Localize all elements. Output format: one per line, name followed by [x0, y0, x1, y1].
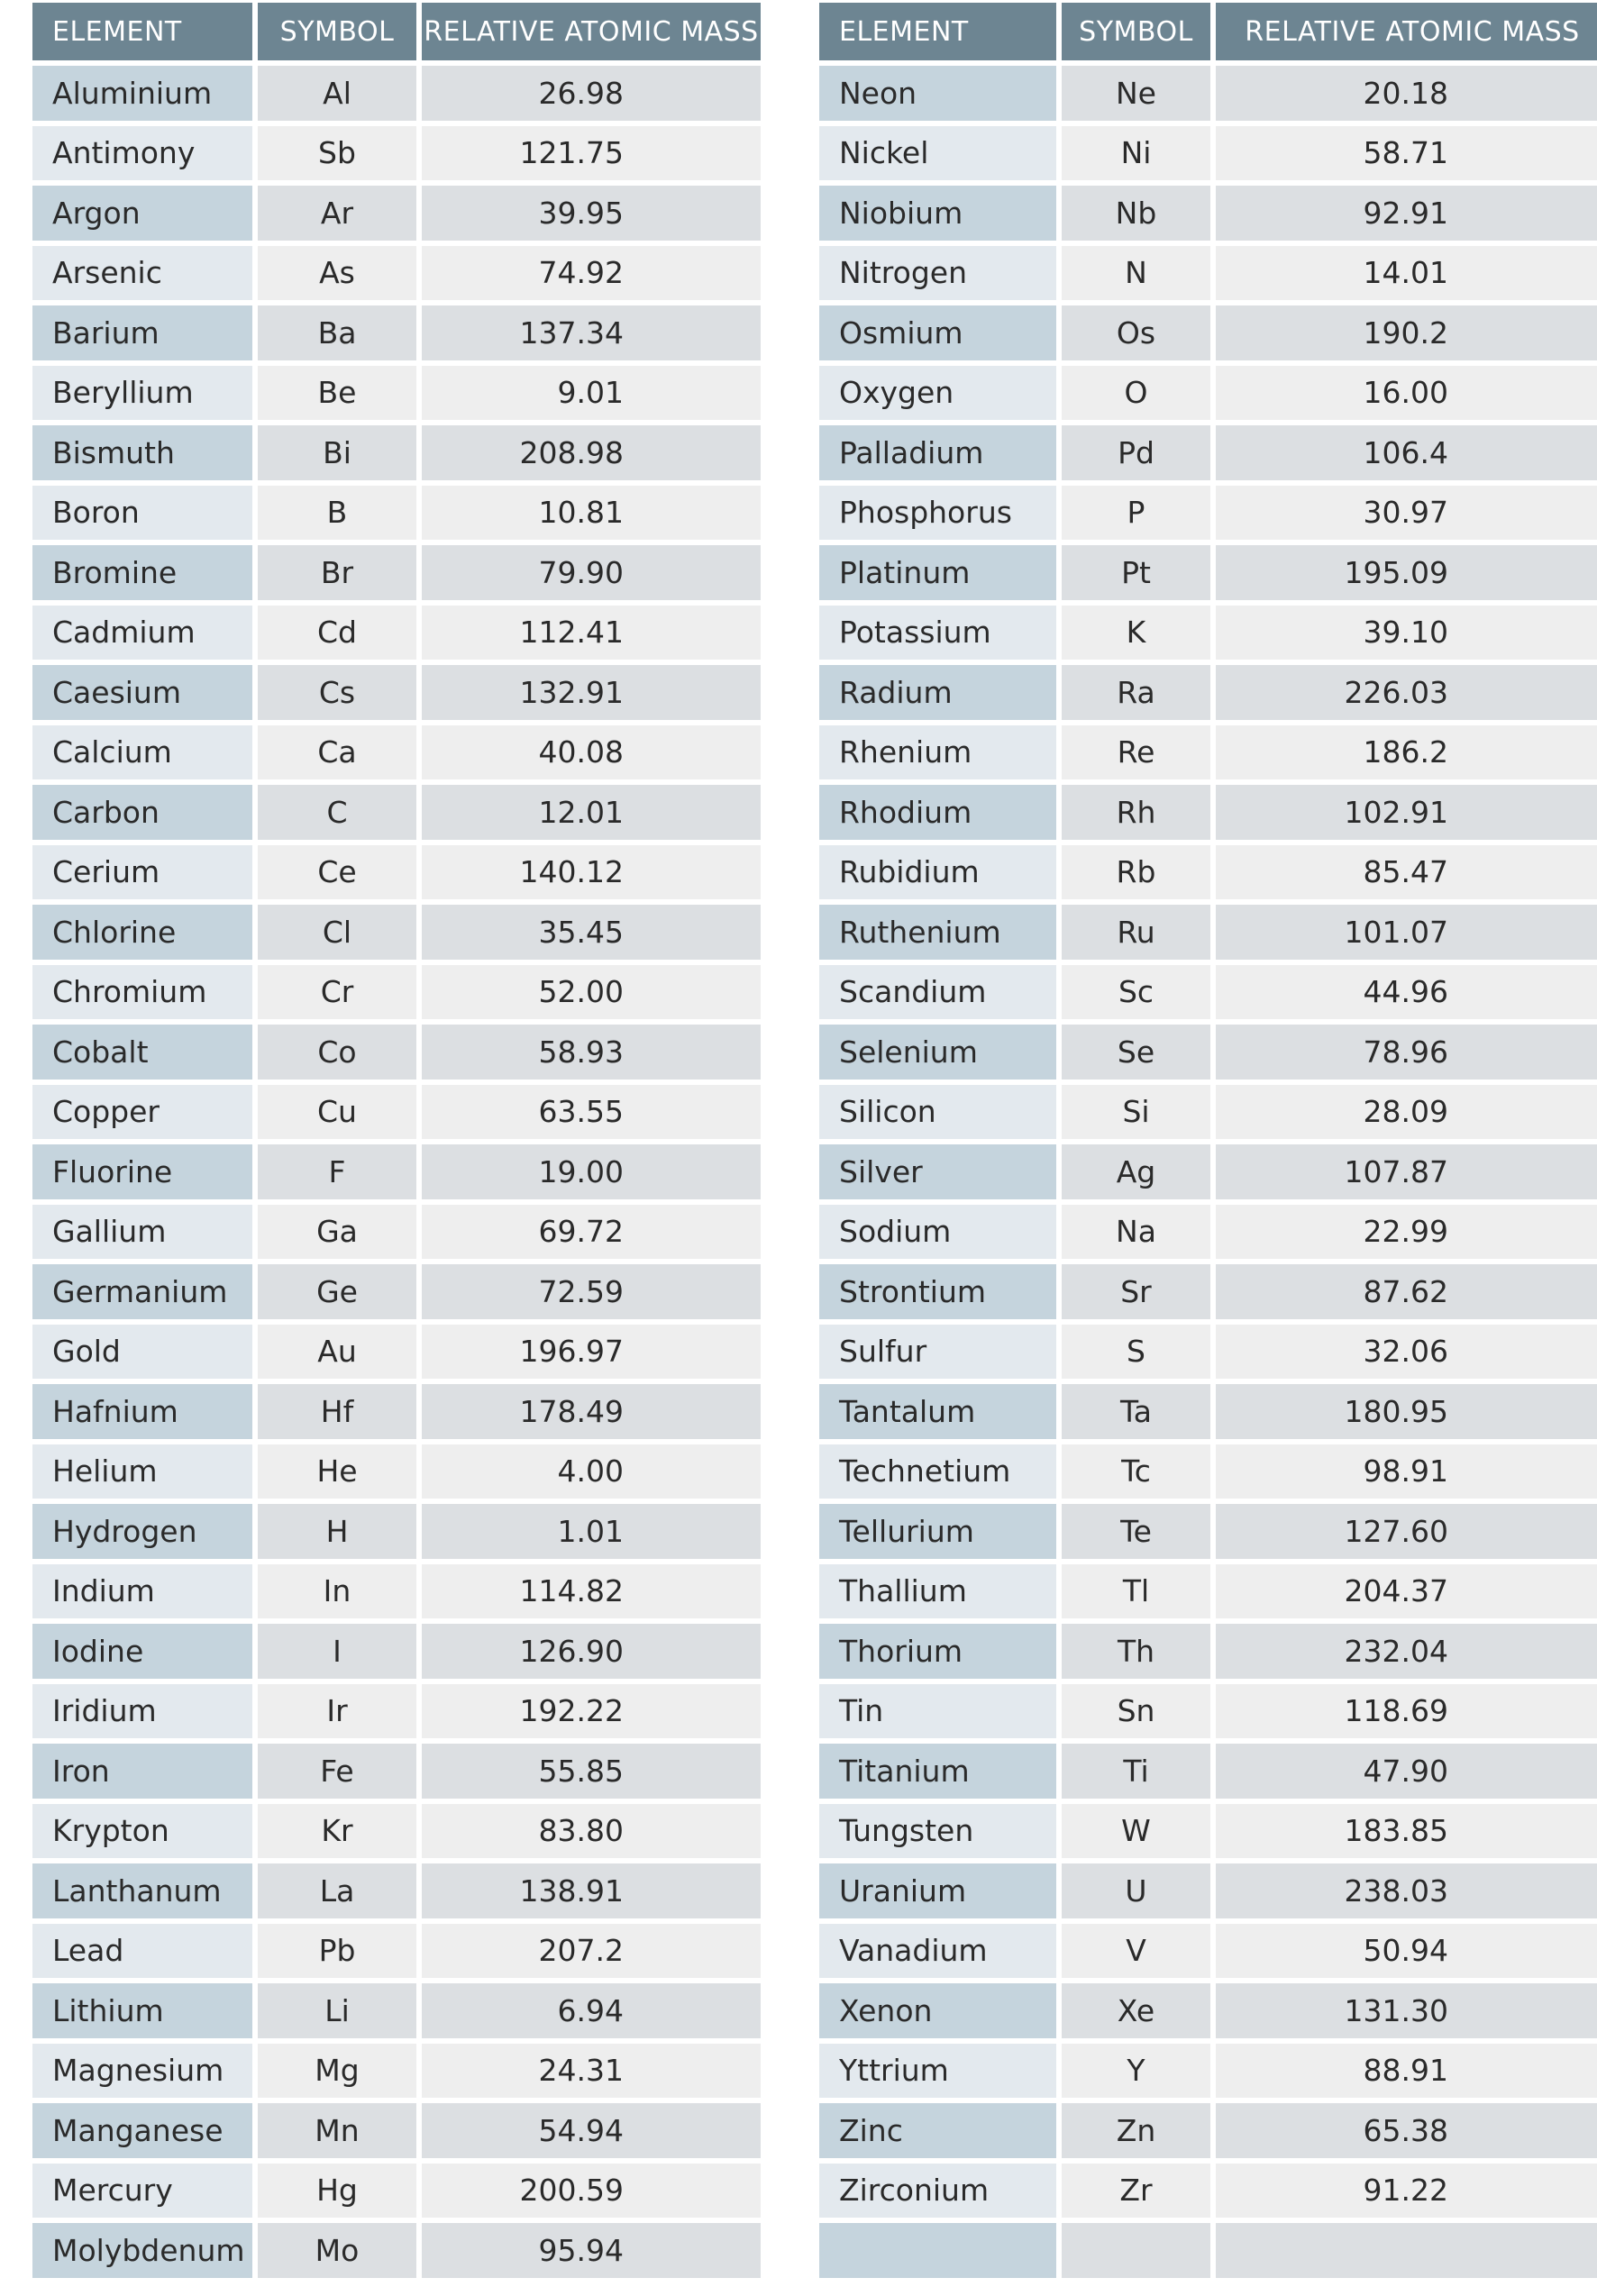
- atomic-mass-cell: 195.09: [1216, 545, 1597, 600]
- element-symbol-cell: Pb: [258, 1924, 416, 1979]
- element-symbol-cell: Re: [1062, 725, 1210, 780]
- element-symbol-cell: Na: [1062, 1205, 1210, 1260]
- atomic-mass-cell: 132.91: [422, 665, 761, 720]
- element-symbol-cell: Ta: [1062, 1384, 1210, 1439]
- element-symbol-cell: Hf: [258, 1384, 416, 1439]
- element-symbol-cell: Al: [258, 66, 416, 121]
- element-name-cell: Aluminium: [32, 66, 252, 121]
- atomic-mass-cell: 137.34: [422, 305, 761, 360]
- element-symbol-cell: Si: [1062, 1085, 1210, 1140]
- element-name-cell: Zinc: [819, 2103, 1056, 2158]
- atomic-mass-cell: 208.98: [422, 425, 761, 480]
- element-name-cell: Osmium: [819, 305, 1056, 360]
- atomic-mass-cell: 178.49: [422, 1384, 761, 1439]
- atomic-mass-cell: 30.97: [1216, 486, 1597, 541]
- atomic-mass-cell: 91.22: [1216, 2164, 1597, 2219]
- element-symbol-cell: Pt: [1062, 545, 1210, 600]
- atomic-mass-cell: 22.99: [1216, 1205, 1597, 1260]
- atomic-mass-cell: 83.80: [422, 1804, 761, 1859]
- element-name-cell: Potassium: [819, 606, 1056, 661]
- element-name-cell: Sulfur: [819, 1325, 1056, 1380]
- atomic-mass-cell: 196.97: [422, 1325, 761, 1380]
- atomic-mass-cell: 20.18: [1216, 66, 1597, 121]
- atomic-mass-cell: 87.62: [1216, 1264, 1597, 1319]
- element-name-cell: Titanium: [819, 1744, 1056, 1799]
- atomic-mass-cell: 63.55: [422, 1085, 761, 1140]
- element-name-cell: Thallium: [819, 1564, 1056, 1619]
- element-name-cell: Technetium: [819, 1444, 1056, 1499]
- header-element: ELEMENT: [32, 3, 252, 60]
- atomic-mass-cell: 79.90: [422, 545, 761, 600]
- element-symbol-cell: Ti: [1062, 1744, 1210, 1799]
- header-symbol: SYMBOL: [258, 3, 416, 60]
- atomic-mass-cell: 39.95: [422, 186, 761, 241]
- element-name-cell: Radium: [819, 665, 1056, 720]
- element-name-cell: Mercury: [32, 2164, 252, 2219]
- atomic-mass-cell: 65.38: [1216, 2103, 1597, 2158]
- element-name-cell: Indium: [32, 1564, 252, 1619]
- element-name-cell: Molybdenum: [32, 2223, 252, 2278]
- element-symbol-cell: H: [258, 1504, 416, 1559]
- element-name-cell: Rubidium: [819, 845, 1056, 900]
- atomic-mass-cell: 131.30: [1216, 1983, 1597, 2038]
- element-symbol-cell: Mg: [258, 2044, 416, 2099]
- element-name-cell: Antimony: [32, 126, 252, 181]
- header-symbol: SYMBOL: [1062, 3, 1210, 60]
- atomic-mass-cell: 78.96: [1216, 1025, 1597, 1080]
- atomic-mass-cell: 6.94: [422, 1983, 761, 2038]
- element-symbol-cell: Fe: [258, 1744, 416, 1799]
- element-name-cell: Ruthenium: [819, 905, 1056, 960]
- element-name-cell: Rhenium: [819, 725, 1056, 780]
- element-symbol-cell: Rb: [1062, 845, 1210, 900]
- atomic-mass-cell: 9.01: [422, 366, 761, 421]
- atomic-mass-cell: 52.00: [422, 965, 761, 1020]
- element-symbol-cell: Tc: [1062, 1444, 1210, 1499]
- element-symbol-cell: Ne: [1062, 66, 1210, 121]
- element-name-cell: Gallium: [32, 1205, 252, 1260]
- atomic-mass-cell: 114.82: [422, 1564, 761, 1619]
- atomic-mass-cell: 232.04: [1216, 1624, 1597, 1679]
- element-name-cell: Uranium: [819, 1863, 1056, 1918]
- element-symbol-cell: Nb: [1062, 186, 1210, 241]
- element-name-cell: Rhodium: [819, 785, 1056, 840]
- element-name-cell: Fluorine: [32, 1144, 252, 1199]
- element-symbol-cell: Li: [258, 1983, 416, 2038]
- element-name-cell: Argon: [32, 186, 252, 241]
- atomic-mass-cell: 190.2: [1216, 305, 1597, 360]
- element-name-cell: Chlorine: [32, 905, 252, 960]
- atomic-mass-cell: 95.94: [422, 2223, 761, 2278]
- element-name-cell: Tantalum: [819, 1384, 1056, 1439]
- element-symbol-cell: Cl: [258, 905, 416, 960]
- element-name-cell: Lanthanum: [32, 1863, 252, 1918]
- element-name-cell: Boron: [32, 486, 252, 541]
- element-symbol-cell: Hg: [258, 2164, 416, 2219]
- atomic-mass-cell: 12.01: [422, 785, 761, 840]
- element-symbol-cell: Sc: [1062, 965, 1210, 1020]
- element-symbol-cell: Cu: [258, 1085, 416, 1140]
- element-name-cell: Silver: [819, 1144, 1056, 1199]
- element-symbol-cell: [1062, 2223, 1210, 2278]
- element-symbol-cell: Ag: [1062, 1144, 1210, 1199]
- element-name-cell: Oxygen: [819, 366, 1056, 421]
- element-symbol-cell: Bi: [258, 425, 416, 480]
- atomic-mass-cell: 44.96: [1216, 965, 1597, 1020]
- atomic-mass-cell: 72.59: [422, 1264, 761, 1319]
- atomic-mass-cell: 85.47: [1216, 845, 1597, 900]
- atomic-mass-cell: 92.91: [1216, 186, 1597, 241]
- element-name-cell: Carbon: [32, 785, 252, 840]
- atomic-mass-cell: 112.41: [422, 606, 761, 661]
- atomic-mass-cell: 69.72: [422, 1205, 761, 1260]
- element-name-cell: [819, 2223, 1056, 2278]
- element-symbol-cell: S: [1062, 1325, 1210, 1380]
- element-name-cell: Caesium: [32, 665, 252, 720]
- element-symbol-cell: Ir: [258, 1684, 416, 1739]
- atomic-mass-cell: 107.87: [1216, 1144, 1597, 1199]
- atomic-mass-cell: 24.31: [422, 2044, 761, 2099]
- atomic-mass-cell: 126.90: [422, 1624, 761, 1679]
- element-symbol-cell: Ce: [258, 845, 416, 900]
- atomic-mass-cell: 4.00: [422, 1444, 761, 1499]
- atomic-mass-cell: 16.00: [1216, 366, 1597, 421]
- element-name-cell: Nickel: [819, 126, 1056, 181]
- atomic-mass-cell: 74.92: [422, 246, 761, 301]
- element-symbol-cell: Ba: [258, 305, 416, 360]
- element-symbol-cell: La: [258, 1863, 416, 1918]
- element-name-cell: Vanadium: [819, 1924, 1056, 1979]
- atomic-mass-cell: 32.06: [1216, 1325, 1597, 1380]
- atomic-mass-cell: 55.85: [422, 1744, 761, 1799]
- element-symbol-cell: Mn: [258, 2103, 416, 2158]
- atomic-mass-cell: 138.91: [422, 1863, 761, 1918]
- element-name-cell: Hydrogen: [32, 1504, 252, 1559]
- element-name-cell: Helium: [32, 1444, 252, 1499]
- atomic-mass-cell: 183.85: [1216, 1804, 1597, 1859]
- element-symbol-cell: I: [258, 1624, 416, 1679]
- element-symbol-cell: Tl: [1062, 1564, 1210, 1619]
- element-name-cell: Manganese: [32, 2103, 252, 2158]
- element-symbol-cell: In: [258, 1564, 416, 1619]
- element-symbol-cell: Rh: [1062, 785, 1210, 840]
- element-symbol-cell: Cs: [258, 665, 416, 720]
- element-name-cell: Nitrogen: [819, 246, 1056, 301]
- element-name-cell: Lead: [32, 1924, 252, 1979]
- element-symbol-cell: C: [258, 785, 416, 840]
- atomic-mass-cell: 50.94: [1216, 1924, 1597, 1979]
- element-name-cell: Iridium: [32, 1684, 252, 1739]
- element-name-cell: Beryllium: [32, 366, 252, 421]
- atomic-mass-cell: 106.4: [1216, 425, 1597, 480]
- atomic-mass-cell: 140.12: [422, 845, 761, 900]
- atomic-mass-cell: 186.2: [1216, 725, 1597, 780]
- element-symbol-cell: Ar: [258, 186, 416, 241]
- atomic-mass-cell: 39.10: [1216, 606, 1597, 661]
- element-symbol-cell: Ru: [1062, 905, 1210, 960]
- element-name-cell: Bismuth: [32, 425, 252, 480]
- atomic-mass-table-right: [819, 3, 1597, 2278]
- element-symbol-cell: U: [1062, 1863, 1210, 1918]
- element-name-cell: Thorium: [819, 1624, 1056, 1679]
- element-name-cell: Tellurium: [819, 1504, 1056, 1559]
- element-symbol-cell: Sb: [258, 126, 416, 181]
- element-name-cell: Bromine: [32, 545, 252, 600]
- element-symbol-cell: Ge: [258, 1264, 416, 1319]
- element-symbol-cell: Cd: [258, 606, 416, 661]
- element-symbol-cell: B: [258, 486, 416, 541]
- element-symbol-cell: Be: [258, 366, 416, 421]
- element-name-cell: Niobium: [819, 186, 1056, 241]
- element-symbol-cell: Cr: [258, 965, 416, 1020]
- element-symbol-cell: Mo: [258, 2223, 416, 2278]
- element-name-cell: Palladium: [819, 425, 1056, 480]
- atomic-mass-cell: 58.93: [422, 1025, 761, 1080]
- element-symbol-cell: Ni: [1062, 126, 1210, 181]
- element-symbol-cell: He: [258, 1444, 416, 1499]
- element-name-cell: Cadmium: [32, 606, 252, 661]
- element-name-cell: Krypton: [32, 1804, 252, 1859]
- element-name-cell: Arsenic: [32, 246, 252, 301]
- atomic-mass-cell: 204.37: [1216, 1564, 1597, 1619]
- element-symbol-cell: N: [1062, 246, 1210, 301]
- atomic-mass-cell: 207.2: [422, 1924, 761, 1979]
- element-name-cell: Iron: [32, 1744, 252, 1799]
- element-symbol-cell: Zr: [1062, 2164, 1210, 2219]
- element-symbol-cell: P: [1062, 486, 1210, 541]
- element-symbol-cell: Sn: [1062, 1684, 1210, 1739]
- atomic-mass-cell: 58.71: [1216, 126, 1597, 181]
- atomic-mass-cell: 98.91: [1216, 1444, 1597, 1499]
- element-name-cell: Yttrium: [819, 2044, 1056, 2099]
- element-name-cell: Cerium: [32, 845, 252, 900]
- element-symbol-cell: W: [1062, 1804, 1210, 1859]
- element-symbol-cell: Ra: [1062, 665, 1210, 720]
- element-name-cell: Germanium: [32, 1264, 252, 1319]
- atomic-mass-cell: 192.22: [422, 1684, 761, 1739]
- element-name-cell: Magnesium: [32, 2044, 252, 2099]
- atomic-mass-cell: 26.98: [422, 66, 761, 121]
- element-symbol-cell: K: [1062, 606, 1210, 661]
- element-name-cell: Copper: [32, 1085, 252, 1140]
- element-name-cell: Platinum: [819, 545, 1056, 600]
- element-name-cell: Strontium: [819, 1264, 1056, 1319]
- element-name-cell: Zirconium: [819, 2164, 1056, 2219]
- atomic-mass-cell: 1.01: [422, 1504, 761, 1559]
- element-symbol-cell: Se: [1062, 1025, 1210, 1080]
- element-name-cell: Xenon: [819, 1983, 1056, 2038]
- header-mass: RELATIVE ATOMIC MASS: [1216, 3, 1597, 60]
- element-symbol-cell: Sr: [1062, 1264, 1210, 1319]
- atomic-mass-cell: 28.09: [1216, 1085, 1597, 1140]
- element-name-cell: Calcium: [32, 725, 252, 780]
- element-name-cell: Tungsten: [819, 1804, 1056, 1859]
- element-name-cell: Tin: [819, 1684, 1056, 1739]
- element-name-cell: Sodium: [819, 1205, 1056, 1260]
- atomic-mass-cell: 47.90: [1216, 1744, 1597, 1799]
- element-name-cell: Scandium: [819, 965, 1056, 1020]
- atomic-mass-cell: 238.03: [1216, 1863, 1597, 1918]
- atomic-mass-cell: 88.91: [1216, 2044, 1597, 2099]
- header-mass: RELATIVE ATOMIC MASS: [422, 3, 761, 60]
- element-symbol-cell: Ga: [258, 1205, 416, 1260]
- element-symbol-cell: Kr: [258, 1804, 416, 1859]
- element-symbol-cell: Te: [1062, 1504, 1210, 1559]
- atomic-mass-cell: 19.00: [422, 1144, 761, 1199]
- atomic-mass-cell: 200.59: [422, 2164, 761, 2219]
- element-symbol-cell: Co: [258, 1025, 416, 1080]
- atomic-mass-cell: 102.91: [1216, 785, 1597, 840]
- atomic-mass-cell: 54.94: [422, 2103, 761, 2158]
- element-symbol-cell: Th: [1062, 1624, 1210, 1679]
- element-name-cell: Phosphorus: [819, 486, 1056, 541]
- atomic-mass-cell: 121.75: [422, 126, 761, 181]
- element-name-cell: Gold: [32, 1325, 252, 1380]
- element-name-cell: Cobalt: [32, 1025, 252, 1080]
- element-symbol-cell: O: [1062, 366, 1210, 421]
- header-element: ELEMENT: [819, 3, 1056, 60]
- atomic-mass-cell: 127.60: [1216, 1504, 1597, 1559]
- element-name-cell: Selenium: [819, 1025, 1056, 1080]
- element-name-cell: Barium: [32, 305, 252, 360]
- element-name-cell: Chromium: [32, 965, 252, 1020]
- element-symbol-cell: Pd: [1062, 425, 1210, 480]
- element-symbol-cell: As: [258, 246, 416, 301]
- element-name-cell: Lithium: [32, 1983, 252, 2038]
- element-name-cell: Hafnium: [32, 1384, 252, 1439]
- atomic-mass-cell: 226.03: [1216, 665, 1597, 720]
- atomic-mass-table-left: [32, 3, 761, 2278]
- atomic-mass-cell: [1216, 2223, 1597, 2278]
- element-name-cell: Iodine: [32, 1624, 252, 1679]
- element-symbol-cell: Y: [1062, 2044, 1210, 2099]
- atomic-mass-cell: 40.08: [422, 725, 761, 780]
- element-symbol-cell: V: [1062, 1924, 1210, 1979]
- atomic-mass-cell: 35.45: [422, 905, 761, 960]
- element-symbol-cell: Xe: [1062, 1983, 1210, 2038]
- atomic-mass-cell: 180.95: [1216, 1384, 1597, 1439]
- element-symbol-cell: Br: [258, 545, 416, 600]
- atomic-mass-cell: 14.01: [1216, 246, 1597, 301]
- element-symbol-cell: F: [258, 1144, 416, 1199]
- atomic-mass-cell: 101.07: [1216, 905, 1597, 960]
- element-name-cell: Silicon: [819, 1085, 1056, 1140]
- element-symbol-cell: Os: [1062, 305, 1210, 360]
- element-symbol-cell: Au: [258, 1325, 416, 1380]
- element-name-cell: Neon: [819, 66, 1056, 121]
- element-symbol-cell: Ca: [258, 725, 416, 780]
- atomic-mass-cell: 10.81: [422, 486, 761, 541]
- element-symbol-cell: Zn: [1062, 2103, 1210, 2158]
- atomic-mass-cell: 118.69: [1216, 1684, 1597, 1739]
